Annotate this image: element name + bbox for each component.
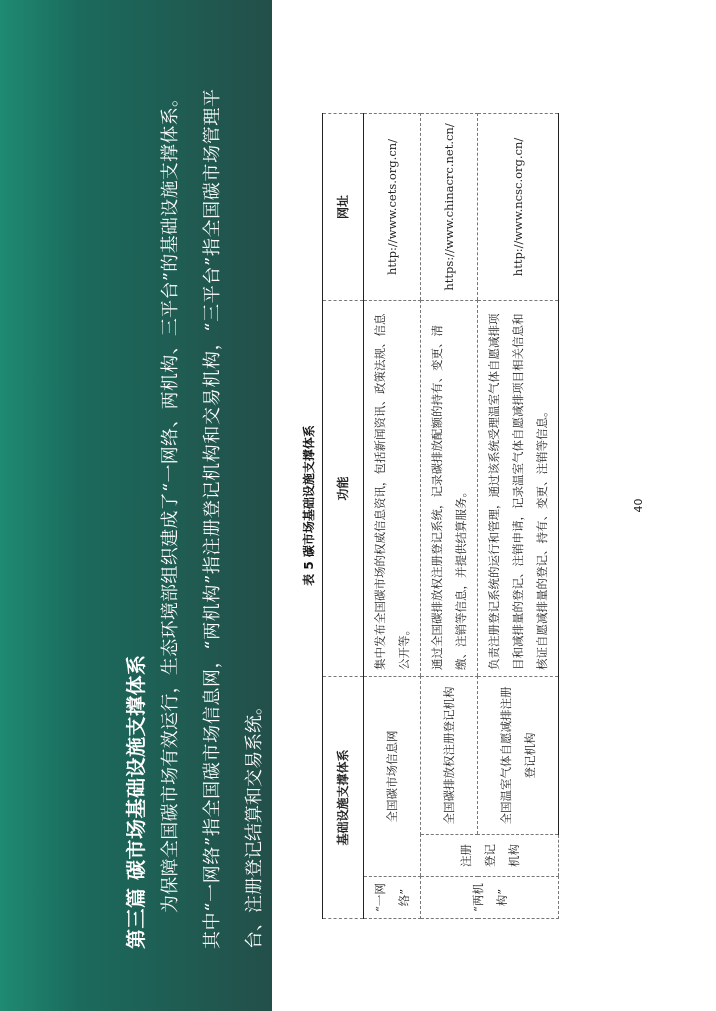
row-group-label: “两机构”	[421, 877, 559, 919]
row-name: 全国碳市场信息网	[364, 676, 421, 876]
row-name: 全国碳排放权注册登记机构	[421, 676, 478, 834]
section-title: 第三篇 碳市场基础设施支撑体系	[124, 654, 148, 949]
row-group-label: “一网络”	[364, 877, 421, 919]
page-number: 40	[632, 498, 645, 513]
intro-paragraph: 为保障全国碳市场有效运行，生态环境部组织建成了“一网络、两机构、三平台”的基础设施支撑体系。其中“一网络”指全国碳市场信息网，“两机构”指注册登记机构和交易机构，“三平台”指全国碳市场管理平台、注册登记结算和交易系统。	[160, 89, 265, 949]
header-url: 网址	[323, 113, 364, 300]
row-url: http://www.cets.org.cn/	[364, 113, 421, 300]
header-function: 功能	[323, 300, 364, 676]
row-function: 通过全国碳排放权注册登记系统，记录碳排放配额的持有、变更、清缴、注销等信息，并提供结算服务。	[421, 300, 478, 676]
table-header-row	[323, 113, 364, 918]
row-function: 集中发布全国碳市场的权威信息资讯，包括新闻资讯、政策法规、信息公开等。	[364, 300, 421, 676]
table-caption: 表 5 碳市场基础设施支撑体系	[302, 425, 316, 586]
row-subgroup-label: 注册登记机构	[421, 835, 559, 877]
row-url: http://www.ncsc.org.cn/	[478, 113, 559, 300]
table-row	[421, 113, 478, 918]
header-system: 基础设施支撑体系	[323, 676, 364, 918]
infrastructure-table	[322, 113, 559, 919]
row-function: 负责注册登记系统的运行和管理，通过该系统受理温室气体自愿减排项目和减排量的登记、注销申请，记录温室气体自愿减排项目相关信息和核证自愿减排量的登记、持有、变更、注销等信息。	[478, 300, 559, 676]
table-row	[364, 113, 421, 918]
table-row	[478, 113, 559, 918]
row-name: 全国温室气体自愿减排注册登记机构	[478, 676, 559, 834]
row-url: https://www.chinacrc.net.cn/	[421, 113, 478, 300]
